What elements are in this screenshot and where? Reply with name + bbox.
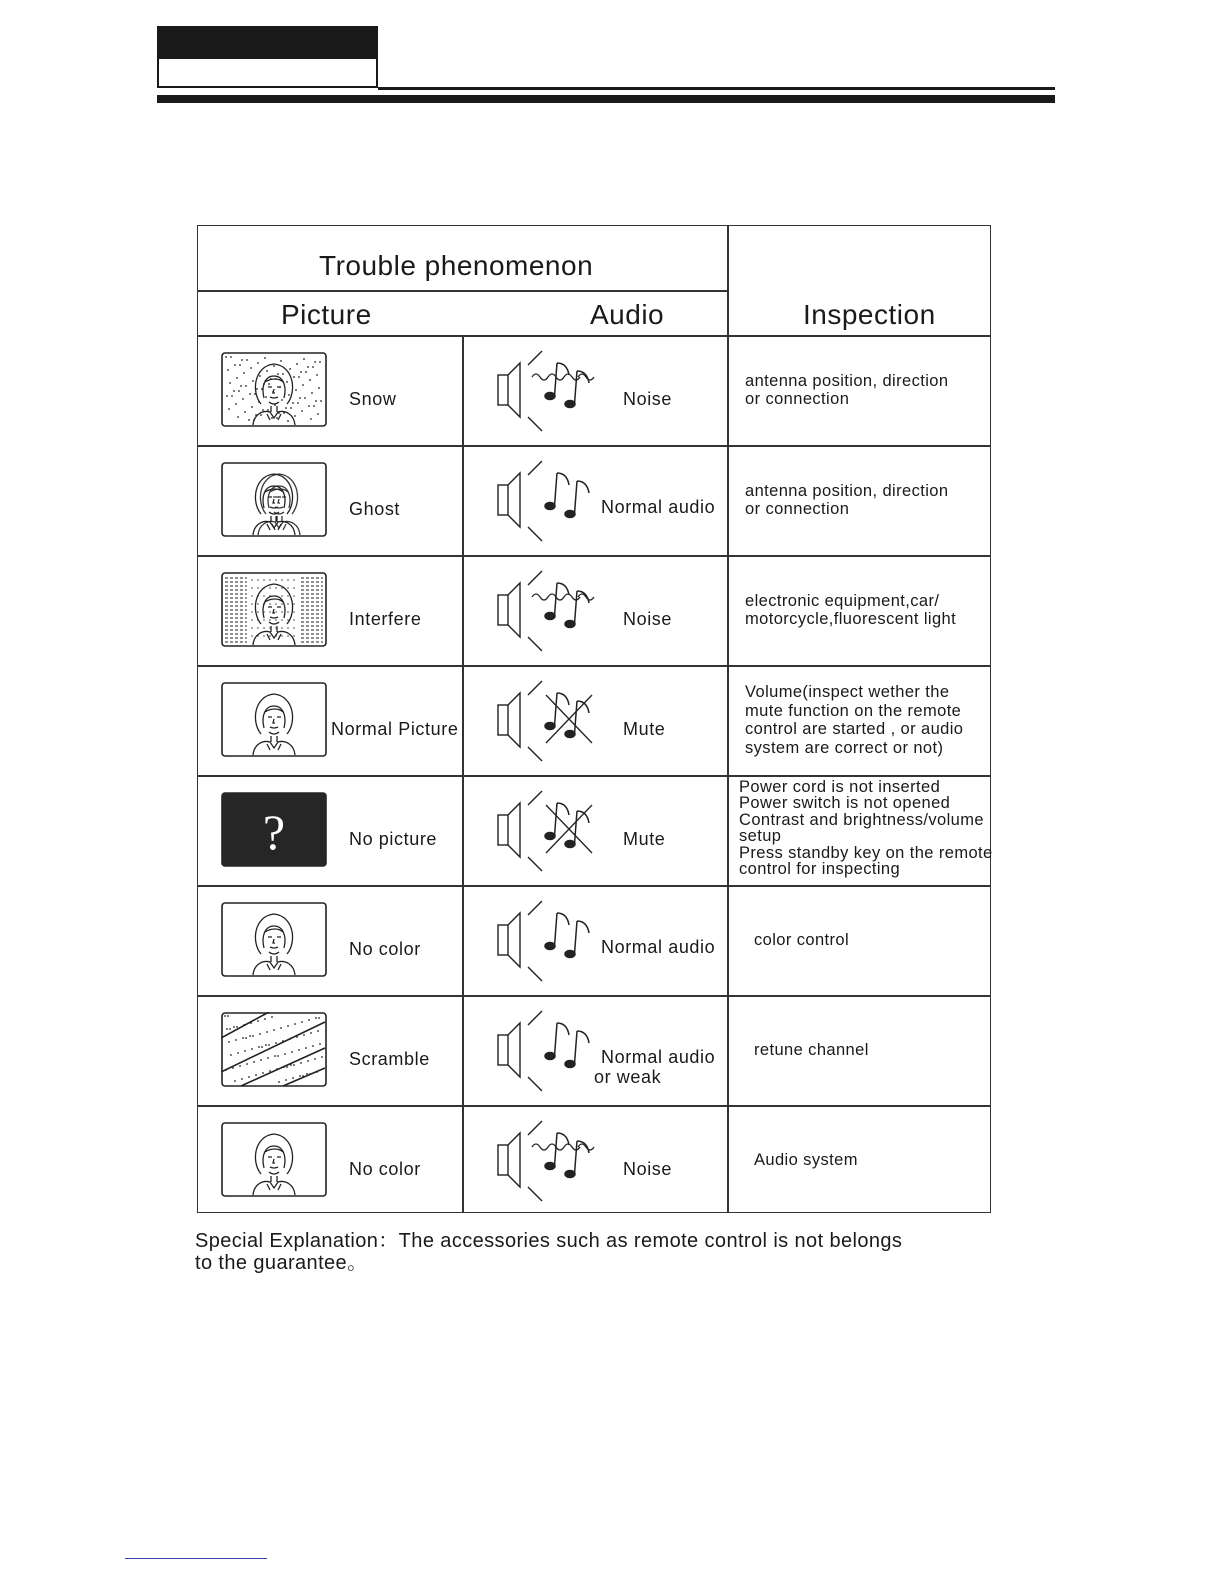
row-inspection <box>745 372 948 409</box>
speaker-mute-icon <box>490 671 610 771</box>
column-divider-inspection <box>727 225 729 1213</box>
row-inspection-line: setup <box>739 827 782 845</box>
special-explanation <box>195 1230 902 1274</box>
row-audio-label-line2: or weak <box>594 1067 662 1087</box>
row-audio-label: Normal audio <box>601 937 716 957</box>
row-inspection-line: motorcycle,fluorescent light <box>745 610 957 628</box>
row-inspection-line: mute function on the remote <box>745 701 962 720</box>
row-inspection <box>745 683 963 757</box>
row-audio-label: Noise <box>623 609 673 629</box>
row-inspection-line: Press standby key on the remote <box>739 843 993 862</box>
tv-picture-icon <box>221 352 327 427</box>
row-audio-label: Mute <box>623 829 666 849</box>
row-inspection-line: retune channel <box>754 1040 869 1059</box>
speaker-noise-icon <box>490 1111 610 1211</box>
speaker-icon <box>490 451 610 551</box>
tv-picture-icon <box>221 902 327 977</box>
row-inspection <box>754 1041 869 1060</box>
tv-picture-icon <box>221 462 327 537</box>
row-inspection-line: Contrast and brightness/volume <box>739 810 984 829</box>
row-picture-label: Scramble <box>349 1049 430 1069</box>
row-inspection-line: Audio system <box>754 1150 858 1169</box>
row-inspection <box>754 1151 858 1170</box>
row-inspection-line: Volume(inspect wether the <box>745 683 950 701</box>
row-divider <box>197 995 991 997</box>
header-audio: Audio <box>590 299 665 330</box>
svg-text:?: ? <box>262 804 286 860</box>
row-inspection-line: antenna position, direction <box>745 371 949 390</box>
row-inspection-line: Power switch is not opened <box>739 794 951 812</box>
row-inspection <box>745 592 956 629</box>
header-tab-block <box>157 26 378 59</box>
row-picture-label: No picture <box>349 829 438 849</box>
tv-picture-icon <box>221 1012 327 1087</box>
no-picture-icon <box>221 792 327 867</box>
row-divider <box>197 335 991 337</box>
speaker-noise-icon <box>490 561 610 661</box>
speaker-icon <box>490 1001 610 1101</box>
row-divider <box>197 775 991 777</box>
row-audio-label: Noise <box>623 1159 673 1179</box>
header-tab-outline <box>157 59 378 88</box>
row-divider <box>197 1105 991 1107</box>
special-explanation-line1: Special Explanation：The accessories such as remote control is not belongs <box>195 1230 903 1252</box>
row-inspection-line: or connection <box>745 500 850 518</box>
row-divider <box>197 445 991 447</box>
special-explanation-line2: to the guarantee。 <box>195 1252 368 1274</box>
row-inspection-line: system are correct or not) <box>745 738 944 757</box>
tv-picture-icon <box>221 572 327 647</box>
speaker-mute-icon <box>490 781 610 881</box>
header-rule-thin <box>378 87 1055 90</box>
column-divider-audio <box>462 335 464 1213</box>
row-inspection-line: control for inspecting <box>739 860 901 878</box>
row-picture-label: Ghost <box>349 499 401 519</box>
row-inspection-line: control are started , or audio <box>745 720 964 738</box>
row-inspection-line: or connection <box>745 390 850 408</box>
row-audio-label: Noise <box>623 389 673 409</box>
row-picture-label: No color <box>349 939 421 959</box>
row-inspection-line: electronic equipment,car/ <box>745 591 940 610</box>
row-picture-label: Normal Picture <box>331 719 459 739</box>
row-inspection-line: color control <box>754 930 850 949</box>
header-divider <box>197 290 727 292</box>
row-inspection <box>739 779 993 878</box>
row-inspection-line: antenna position, direction <box>745 481 949 500</box>
speaker-noise-icon <box>490 341 610 441</box>
footer-link-line <box>125 1558 267 1559</box>
tv-picture-icon <box>221 1122 327 1197</box>
row-divider <box>197 555 991 557</box>
row-divider <box>197 665 991 667</box>
row-inspection <box>754 931 849 950</box>
row-audio-label: Normal audio <box>601 497 716 517</box>
row-picture-label: No color <box>349 1159 421 1179</box>
row-picture-label: Snow <box>349 389 397 409</box>
header-rule-thick <box>157 95 1055 103</box>
row-picture-label: Interfere <box>349 609 422 629</box>
row-audio-label: Normal audio <box>601 1047 716 1067</box>
row-audio-label: Mute <box>623 719 666 739</box>
header-inspection: Inspection <box>803 299 936 330</box>
row-inspection <box>745 482 948 519</box>
speaker-icon <box>490 891 610 991</box>
row-divider <box>197 885 991 887</box>
header-picture: Picture <box>281 299 372 330</box>
tv-picture-icon <box>221 682 327 757</box>
header-trouble: Trouble phenomenon <box>319 250 594 281</box>
row-inspection-line: Power cord is not inserted <box>739 777 941 796</box>
